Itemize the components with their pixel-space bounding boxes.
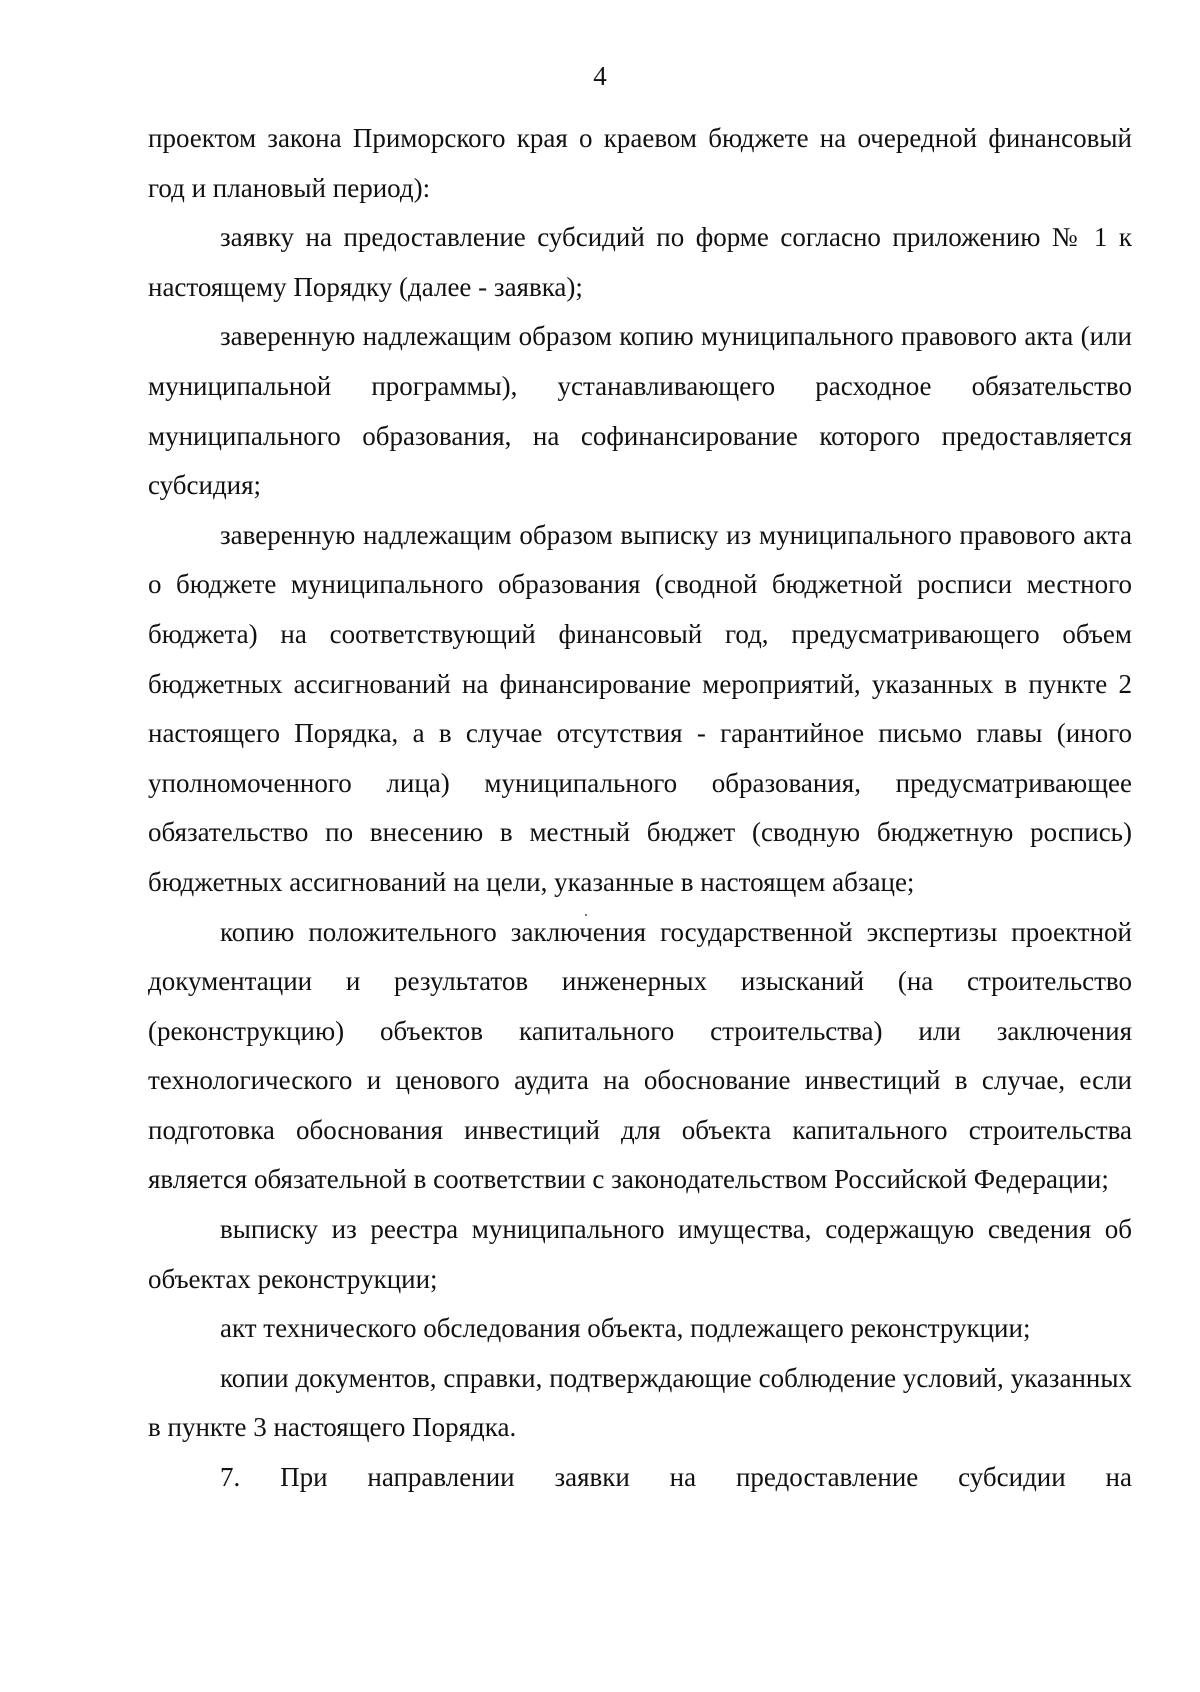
paragraph-municipal-act-copy: заверенную надлежащим образом копию муниципального правового акта (или муниципальной программы), устанавливающего расходное обязательство муниципального образования, на софинансирование которого предоставляется субсидия; bbox=[148, 321, 1132, 501]
document-body bbox=[148, 114, 1132, 1503]
paragraph-continuation: проектом закона Приморского края о краевом бюджете на очередной финансовый год и плановый период): bbox=[148, 123, 1132, 203]
page-number: 4 bbox=[593, 61, 607, 91]
paragraph-inspection-act: акт технического обследования объекта, подлежащего реконструкции; bbox=[220, 1313, 1031, 1344]
paragraph-property-registry: выписку из реестра муниципального имущества, содержащую сведения об объектах реконструкции; bbox=[148, 1214, 1132, 1294]
paragraph-item-7: 7. При направлении заявки на предоставление субсидии на bbox=[220, 1462, 1132, 1493]
paragraph-expertise-conclusion: копию положительного заключения государственной экспертизы проектной документации и результатов инженерных изысканий (на строительство (реконструкцию) объектов капитального строительства) или заключения технологического и ценового аудита на обоснование инвестиций в случае, если подготовка обоснования инвестиций для объекта капитального строительства является обязательной в соответствии с законодательством Российской Федерации; bbox=[148, 916, 1132, 1195]
scan-speck bbox=[585, 914, 587, 916]
paragraph-application-form: заявку на предоставление субсидий по форме согласно приложению № 1 к настоящему Порядку (далее - заявка); bbox=[148, 222, 1132, 302]
paragraph-supporting-documents: копии документов, справки, подтверждающие соблюдение условий, указанных в пункте 3 настоящего Порядка. bbox=[148, 1362, 1132, 1443]
paragraph-budget-extract: заверенную надлежащим образом выписку из муниципального правового акта о бюджете муниципального образования (сводной бюджетной росписи местного бюджета) на соответствующий финансовый год, предусматривающего объем бюджетных ассигнований на финансирование мероприятий, указанных в пункте 2 настоящего Порядка, а в случае отсутствия - гарантийное письмо главы (иного уполномоченного лица) муниципального образования, предусматривающее обязательство по внесению в местный бюджет (сводную бюджетную роспись) бюджетных ассигнований на цели, указанные в настоящем абзаце; bbox=[148, 519, 1132, 897]
